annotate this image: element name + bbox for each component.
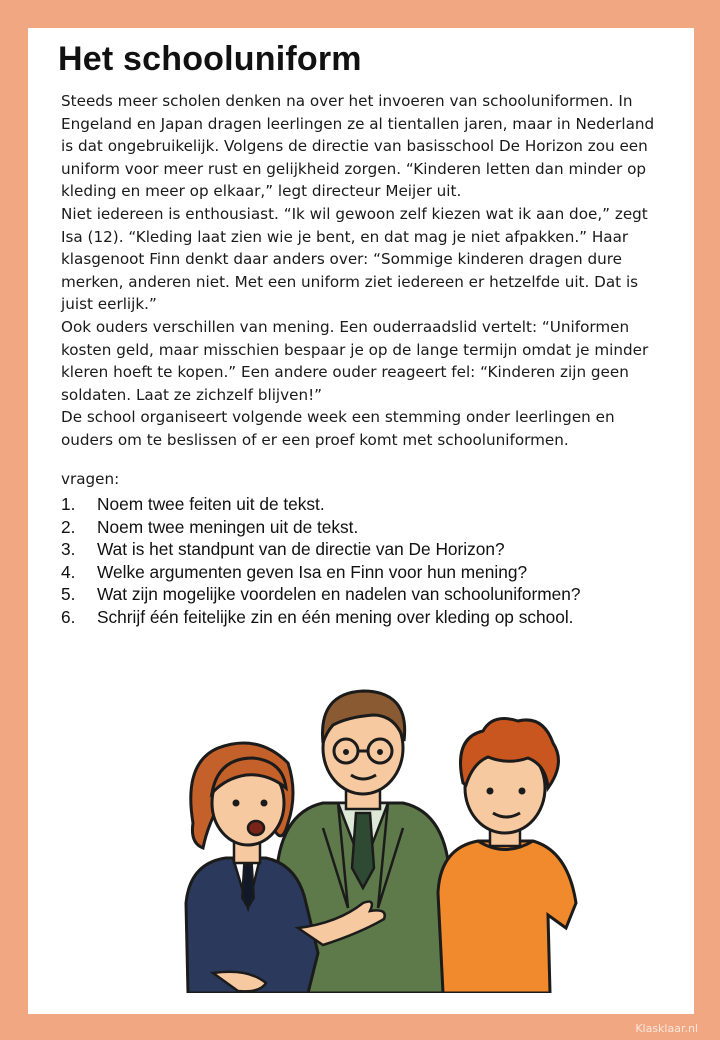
paragraph: Ook ouders verschillen van mening. Een ouderraadslid vertelt: “Uniformen kosten geld, maar misschien bespaar je op de lange termijn omdat je minder kleren hoeft te kopen.” Een andere ouder reageert fel: “Kinderen zijn geen soldaten. Laat ze zichzelf blijven!” [61,317,649,404]
question-item [61,516,681,539]
question-number: 2. [61,516,76,537]
question-number: 5. [61,584,76,604]
question-text: Wat is het standpunt van de directie van De Horizon? [97,539,505,559]
boy-figure [438,719,576,993]
question-item [61,583,681,606]
question-item [61,606,681,629]
paragraph: Niet iedereen is enthousiast. “Ik wil gewoon zelf kiezen wat ik aan doe,” zegt Isa (12). “Kleding laat zien wie je bent, en dat mag je niet afpakken.” Haar klasgenoot Finn denkt daar anders over: “Sommige kinderen dragen dure merken, anderen niet. Met een uniform ziet iedereen er hetzelfde uit. Dat is juist eerlijk.” [61,204,648,314]
question-text: Welke argumenten geven Isa en Finn voor hun mening? [97,561,528,582]
question-number: 3. [61,539,76,559]
question-number: 4. [61,561,76,582]
question-item [61,561,681,584]
question-text: Wat zijn mogelijke voordelen en nadelen van schooluniformen? [97,584,581,604]
paragraph: Steeds meer scholen denken na over het invoeren van schooluniformen. In Engeland en Japan dragen leerlingen ze al tientallen jaren, maar in Nederland is dat ongebruikelijk. Volgens de directie van basisschool De Horizon zou een uniform voor meer rust en gelijkheid zorgen. “Kinderen letten dan minder op kleding en meer op elkaar,” legt directeur Meijer uit. [61,92,655,201]
worksheet [28,28,694,1014]
page-title: Het schooluniform [58,40,362,78]
footer-credit: Klasklaar.nl [635,1022,698,1035]
question-text: Noem twee feiten uit de tekst. [97,494,325,514]
question-number: 1. [61,494,76,514]
question-item [61,493,681,516]
question-list [61,493,681,628]
question-text: Schrijf één feitelijke zin en één mening over kleding op school. [97,606,574,627]
illustration-people [148,653,588,993]
question-item [61,538,681,561]
article-text [61,90,671,452]
question-text: Noem twee meningen uit de tekst. [97,516,359,537]
question-number: 6. [61,606,76,627]
paragraph: De school organiseert volgende week een stemming onder leerlingen en ouders om te beslissen of er een proef komt met schooluniformen. [61,408,615,449]
questions-label: vragen: [61,470,120,488]
